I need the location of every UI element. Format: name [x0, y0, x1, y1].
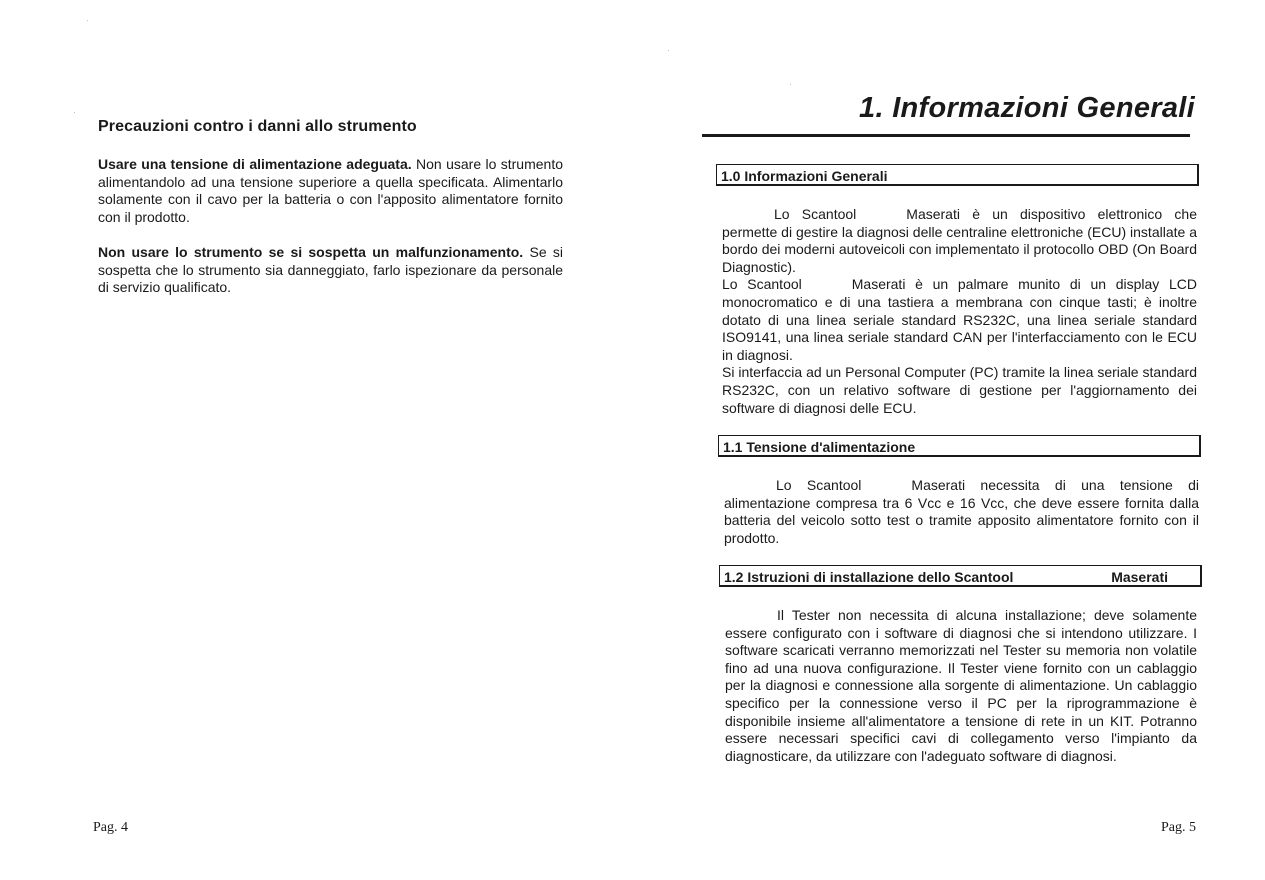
section-1-2-p1-text: Il Tester non necessita di alcuna installazione; deve solamente essere configurato con i software di diagnosi che si intendono utilizzare. I software scaricati verranno memorizzati nel Tester su memoria non volatile fino ad una nuova configurazione. Il Tester viene fornito con un cablaggio per la diagnosi e connessione alla sorgente di alimentazione. Un cablaggio specifico per la connessione verso il PC per la riprogrammazione è disponibile insieme all'alimentatore a tensione di rete in un KIT. Potranno essere necessari specifici cavi di collegamento verso l'impianto da diagnosticare, da utilizzare con l'adeguato software di diagnosi. [725, 607, 1197, 764]
chapter-rule [702, 134, 1190, 137]
section-1-1-body [724, 477, 1199, 547]
section-1-0-p3-text: Si interfaccia ad un Personal Computer (PC) tramite la linea seriale standard RS232C, con un relativo software di gestione per l'aggiornamento dei software di diagnosi delle ECU. [722, 364, 1197, 416]
section-1-0-p2-text: Maserati è un palmare munito di un display LCD monocromatico e di una tastiera a membrana con cinque tasti; è inoltre dotato di una linea seriale standard RS232C, una linea seriale standard ISO9141, una linea seriale standard CAN per l'interfacciamento con le ECU in diagnosi. [722, 276, 1197, 363]
section-1-0-p1-text: Maserati è un dispositivo elettronico che permette di gestire la diagnosi delle centraline elettroniche (ECU) installate a bordo dei moderni autoveicoli con implementato il protocollo OBD (On Board Diagnostic). [722, 206, 1197, 275]
section-1-2-header [719, 565, 1202, 587]
scan-speck [87, 20, 88, 21]
section-1-1-header [718, 435, 1201, 457]
power-warning-bold: Usare una tensione di alimentazione adeguata. [98, 156, 412, 172]
section-1-1-p1-lead: Lo Scantool [776, 477, 862, 493]
section-1-0-body [722, 206, 1197, 417]
left-page [0, 0, 632, 880]
malfunction-warning-text: Se si sospetta che lo strumento sia danneggiato, farlo ispezionare da personale di servizio qualificato. [98, 244, 564, 296]
section-1-0-p2-lead: Lo Scantool [722, 276, 802, 293]
section-1-2-body [725, 607, 1197, 765]
section-1-0-header [716, 164, 1199, 186]
malfunction-warning-paragraph [98, 244, 563, 297]
power-warning-paragraph [98, 156, 563, 226]
scan-speck [74, 112, 75, 113]
section-1-1-p1-text: Maserati necessita di una tensione di alimentazione compresa tra 6 Vcc e 16 Vcc, che deve essere fornita dalla batteria del veicolo sotto test o tramite apposito alimentatore fornito con il prodotto. [724, 477, 1200, 546]
section-1-0-p1-lead: Lo Scantool [774, 206, 857, 222]
section-1-1-title: 1.1 Tensione d'alimentazione [723, 439, 916, 455]
chapter-title: 1. Informazioni Generali [859, 92, 1195, 124]
scan-speck [668, 50, 669, 51]
section-1-2-title-right: Maserati [1111, 569, 1168, 585]
section-1-0-title: 1.0 Informazioni Generali [721, 168, 888, 184]
power-warning-text: Non usare lo strumento alimentandolo ad una tensione superiore a quella specificata. Alimentarlo solamente con il cavo per la batteria o con l'apposito alimentatore fornito con il prodotto. [98, 156, 563, 225]
scan-speck [790, 84, 791, 85]
malfunction-warning-bold: Non usare lo strumento se si sospetta un malfunzionamento. [98, 244, 524, 260]
page-number-left: Pag. 4 [93, 820, 128, 835]
page-number-right: Pag. 5 [1161, 820, 1196, 835]
section-1-2-title: 1.2 Istruzioni di installazione dello Scantool [724, 569, 1014, 585]
left-page-heading: Precauzioni contro i danni allo strumento [98, 118, 417, 135]
right-page [632, 0, 1265, 880]
